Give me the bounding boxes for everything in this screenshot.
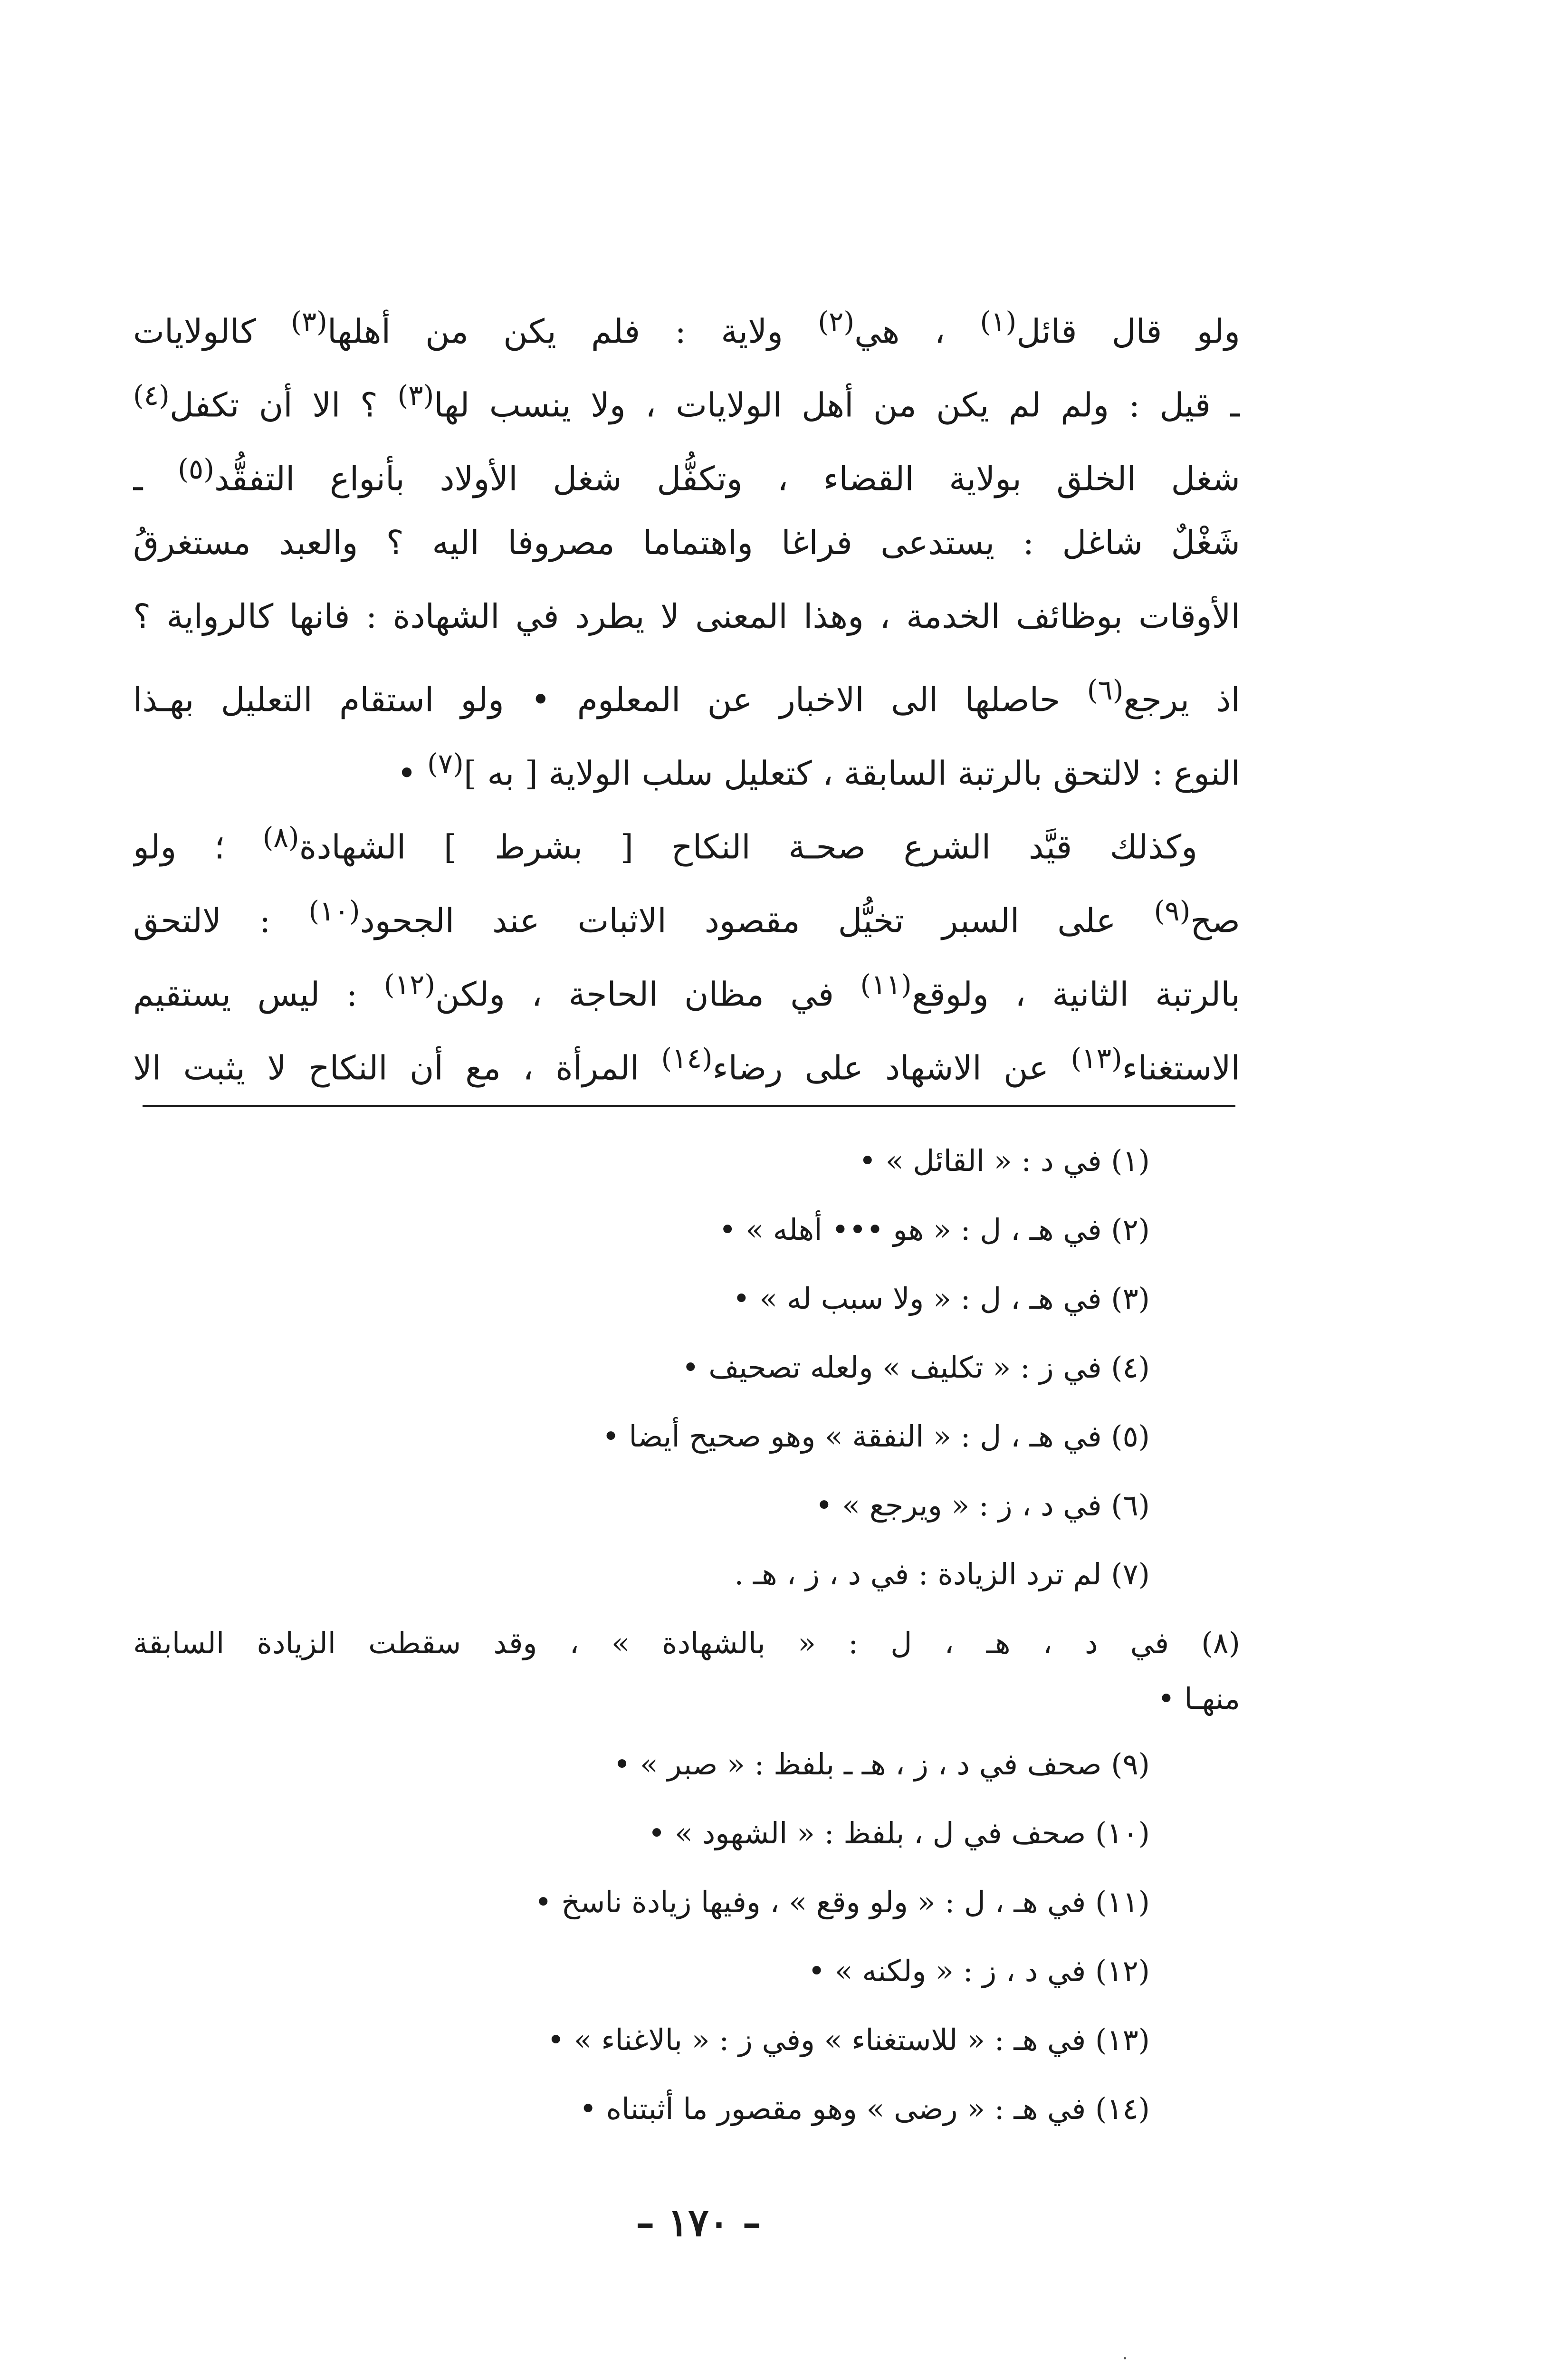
text-line: صح$^{(٩)}$ على السبر تخيُّل مقصود الاثبات عند الجحود$^{(١٠)}$ : لالتحق <box>133 895 1240 940</box>
footnote: (١٠) صحف في ل ، بلفظ : « الشهود » • <box>648 1816 1150 1850</box>
text-line: ولو قال قائل$^{(١)}$ ، هي$^{(٢)}$ ولاية : فلم يكن من أهلها$^{(٣)}$ كالولايات <box>133 306 1240 351</box>
text-line: ـ قيل : ولم لم يكن من أهل الولايات ، ولا ينسب لها$^{(٣)}$ ؟ الا أن تكفل$^{(٤)}$ <box>133 379 1240 425</box>
footnote: (٥) في هـ ، ل : « النفقة » وهو صحيح أيضا • <box>602 1419 1150 1454</box>
footnote: (١١) في هـ ، ل : « ولو وقع » ، وفيها زيادة ناسخ • <box>535 1885 1150 1919</box>
footnote: (٢) في هـ ، ل : « هو ••• أهله » • <box>718 1212 1150 1247</box>
footnote: (٣) في هـ ، ل : « ولا سبب له » • <box>732 1281 1150 1316</box>
main-text-block <box>133 285 1240 1095</box>
text-line: النوع : لالتحق بالرتبة السابقة ، كتعليل سلب الولاية [ به ]$^{(٧)}$ • <box>397 747 1240 793</box>
text-line: اذ يرجع$^{(٦)}$ حاصلها الى الاخبار عن المعلوم • ولو استقام التعليل بهـذا <box>133 674 1240 719</box>
text-line: الأوقات بوظائف الخدمة ، وهذا المعنى لا يطرد في الشهادة : فانها كالرواية ؟ <box>133 597 1240 636</box>
footnote: (١٢) في د ، ز : « ولكنه » • <box>808 1954 1150 1988</box>
footnotes-block <box>133 1126 1240 2143</box>
text-line: الاستغناء$^{(١٣)}$ عن الاشهاد على رضاء$^{(١٤)}$ المرأة ، مع أن النكاح لا يثبت الا <box>133 1042 1240 1088</box>
scan-speck <box>1124 2357 1126 2359</box>
footnote: (٦) في د ، ز : « ويرجع » • <box>815 1488 1150 1523</box>
footnote: (١) في د : « القائل » • <box>859 1143 1150 1178</box>
footnote: (٤) في ز : « تكليف » ولعله تصحيف • <box>681 1350 1150 1385</box>
text-line: شَغْلٌ شاغل : يستدعى فراغا واهتماما مصروفا اليه ؟ والعبد مستغرقُ <box>133 523 1240 562</box>
text-line: بالرتبة الثانية ، ولوقع$^{(١١)}$ في مظان الحاجة ، ولكن$^{(١٢)}$ : ليس يستقيم <box>133 968 1240 1014</box>
text-line: شغل الخلق بولاية القضاء ، وتكفُّل شغل الأولاد بأنواع التفقُّد$^{(٥)}$ ـ <box>133 453 1240 498</box>
page-number: – ١٧٠ – <box>635 2200 762 2245</box>
footnote: (١٤) في هـ : « رضى » وهو مقصور ما أثبتناه • <box>579 2091 1150 2126</box>
footnote: (٨) في د ، هـ ، ل : « بالشهادة » ، وقد سقطت الزيادة السابقة <box>133 1626 1240 1660</box>
footnote: (٩) صحف في د ، ز ، هـ ـ بلفظ : « صبر » • <box>613 1747 1150 1782</box>
footnote: (٧) لم ترد الزيادة : في د ، ز ، هـ . <box>734 1557 1150 1591</box>
footnote-continuation: منهـا • <box>1157 1681 1240 1716</box>
footnote: (١٣) في هـ : « للاستغناء » وفي ز : « بالاغناء » • <box>547 2022 1150 2057</box>
text-line: وكذلك قيَّد الشرع صحـة النكاح [ بشرط ] الشهادة$^{(٨)}$ ؛ ولو <box>133 821 1198 867</box>
footnote-separator <box>143 1105 1235 1107</box>
